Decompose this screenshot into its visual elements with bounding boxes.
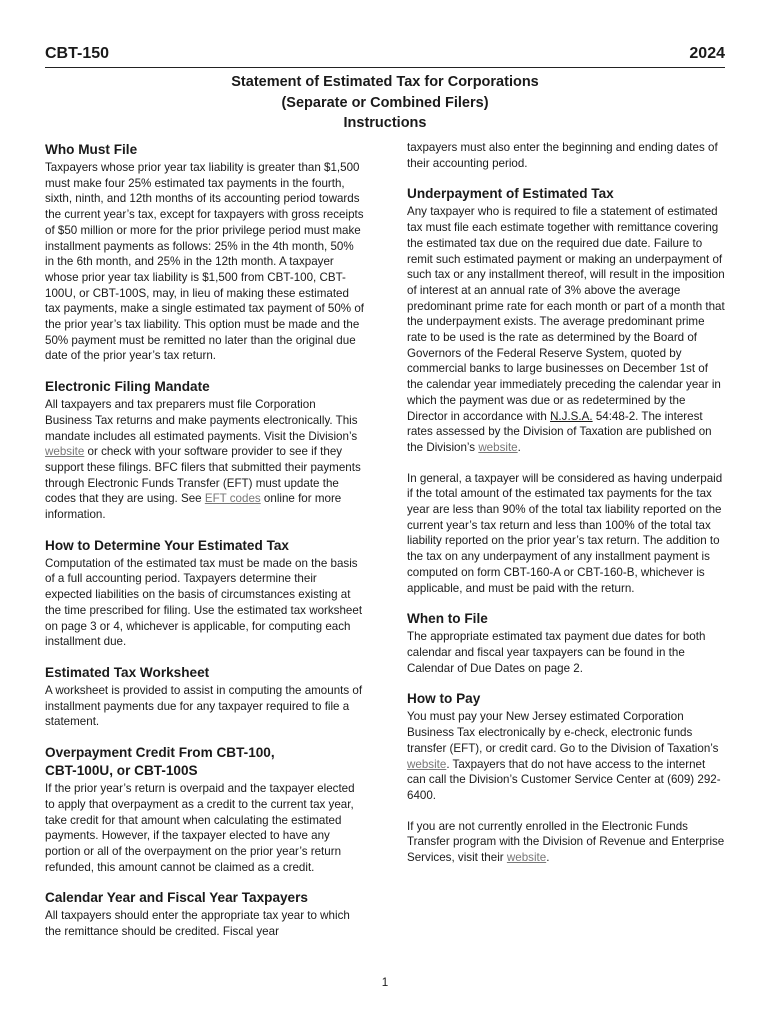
- website-link[interactable]: website: [407, 757, 447, 771]
- section-text: Computation of the estimated tax must be made on the basis of a full accounting period. Taxpayers determine their expected liabilities on the basis of circumstances existing at the time prescribed for filing. Use the estimated tax worksheet on page 3 or 4, whichever is applicable, for computing each installment due.: [45, 556, 363, 649]
- section-text: Taxpayers whose prior year tax liability is greater than $1,500 must make four 25% estimated tax payments in the fourth, sixth, ninth, and 12th months of its accounting period towards the current year’s tax, except for taxpayers with gross receipts of $50 million or more for the prior privilege period must make installment payments as follows: 25% in the 4th month, 50% in the 6th month, and 25% in the 12th month. A taxpayer whose prior year tax liability is $1,500 from CBT-100, CBT-100U, or CBT-100S, may, in lieu of making these estimated tax payments, make a single estimated tax payment of 50% of the prior year’s tax liability. This option must be made and the 50% payment must be remitted no later than the original due date of the prior year’s tax return.: [45, 161, 364, 363]
- section-text: In general, a taxpayer will be considered as having underpaid if the total amount of the estimated tax payments for the tax year are less than 90% of the total tax liability reported on the current year’s tax return and less than 100% of the total tax liability reported on the prior year’s tax return. The addition to the tax on any underpayment of any installment payment is computed on form CBT-160-A or CBT-160-B, whichever is applicable, and must be paid with the return.: [407, 471, 723, 595]
- section-heading: Underpayment of Estimated Tax: [407, 186, 614, 202]
- section-underpayment: [407, 185, 725, 596]
- section-text: The appropriate estimated tax payment due dates for both calendar and fiscal year taxpayers can be found in the Calendar of Due Dates on page 2.: [407, 630, 706, 675]
- section-who-must-file: [45, 141, 365, 364]
- eft-codes-link[interactable]: EFT codes: [204, 492, 261, 506]
- section-overpayment-credit: [45, 744, 365, 875]
- section-text: All taxpayers should enter the appropriate tax year to which the remittance should be credited. Fiscal year: [45, 909, 350, 939]
- section-heading: How to Determine Your Estimated Tax: [45, 537, 289, 553]
- left-column: [45, 141, 365, 954]
- header-rule: [45, 67, 725, 68]
- njsa-citation: N.J.S.A.: [550, 409, 593, 423]
- website-link[interactable]: website: [478, 440, 518, 454]
- title-line-2: (Separate or Combined Filers): [281, 94, 489, 111]
- section-heading: Estimated Tax Worksheet: [45, 664, 210, 680]
- section-heading: Calendar Year and Fiscal Year Taxpayers: [45, 890, 308, 906]
- section-heading: Who Must File: [45, 142, 138, 157]
- website-link[interactable]: website: [506, 851, 547, 865]
- section-text: If the prior year’s return is overpaid and the taxpayer elected to apply that overpayment as a credit to the current tax year, take credit for that amount when calculating the estimated payments. However, if the taxpayer elected to have any portion or all of the overpayment on the prior year’s return refunded, this amount cannot be claimed as a credit.: [45, 782, 355, 874]
- section-heading: How to Pay: [407, 691, 481, 707]
- section-how-to-pay: [407, 690, 725, 865]
- section-text: A worksheet is provided to assist in computing the amounts of installment payments due for any taxpayer required to file a statement.: [45, 683, 363, 729]
- section-heading: Electronic Filing Mandate: [45, 379, 210, 395]
- section-text: All taxpayers and tax preparers must file Corporation Business Tax returns and make payments electronically. This mandate includes all estimated payments. Visit the Division’s website or check with your software provider to see if they support these filings. BFC filers that submitted their payments through Electronic Funds Transfer (EFT) must update the codes that they are using. See EFT codes online for more information.: [45, 398, 361, 522]
- section-determine-estimated-tax: [45, 537, 365, 650]
- page-number: 1: [381, 976, 389, 989]
- section-text: Any taxpayer who is required to file a statement of estimated tax must file each estimate together with remittance covering the estimated tax due on the required due date. Failure to remit such estimated payment or making an underpayment of such tax or any installment thereof, will result in the imposition of interest at an annual rate of 3% above the average predominant prime rate for each month or part of a month that the underpayment exists. The average predominant prime rate to be used is the rate as determined by the Board of Governors of the Federal Reserve System, quoted by commercial banks to large businesses on December 1st of the calendar year immediately preceding the calendar year in which the payment was due or as redetermined by the Director in accordance with N.J.S.A. 54:48-2. The interest rates assessed by the Division of Taxation are published on the Division’s website.: [407, 205, 725, 454]
- section-estimated-tax-worksheet: [45, 664, 365, 730]
- section-text: If you are not currently enrolled in the Electronic Funds Transfer program with the Division of Revenue and Enterprise Services, visit their website.: [407, 819, 725, 865]
- section-heading: Overpayment Credit From CBT-100, CBT-100U, or CBT-100S: [45, 745, 275, 779]
- section-electronic-filing-mandate: [45, 378, 365, 523]
- website-link[interactable]: website: [45, 445, 85, 459]
- document-title: [45, 72, 725, 134]
- right-column: [407, 140, 725, 880]
- page-header: [45, 45, 725, 65]
- section-text: taxpayers must also enter the beginning and ending dates of their accounting period.: [407, 141, 718, 170]
- form-id: CBT-150: [45, 45, 110, 62]
- form-year: 2024: [689, 45, 725, 62]
- section-heading: When to File: [407, 611, 488, 627]
- section-text: You must pay your New Jersey estimated Corporation Business Tax electronically by e-check, electronic funds transfer (EFT), or credit card. Go to the Division of Taxation’s website. Taxpayers that do not have access to the internet can call the Division’s Customer Service Center at (609) 292-6400.: [407, 710, 721, 802]
- section-when-to-file: [407, 610, 725, 676]
- title-line-3: Instructions: [343, 115, 427, 131]
- title-line-1: Statement of Estimated Tax for Corporations: [231, 74, 539, 90]
- calendar-section-continued: [407, 140, 725, 171]
- section-calendar-fiscal-year: [45, 889, 365, 939]
